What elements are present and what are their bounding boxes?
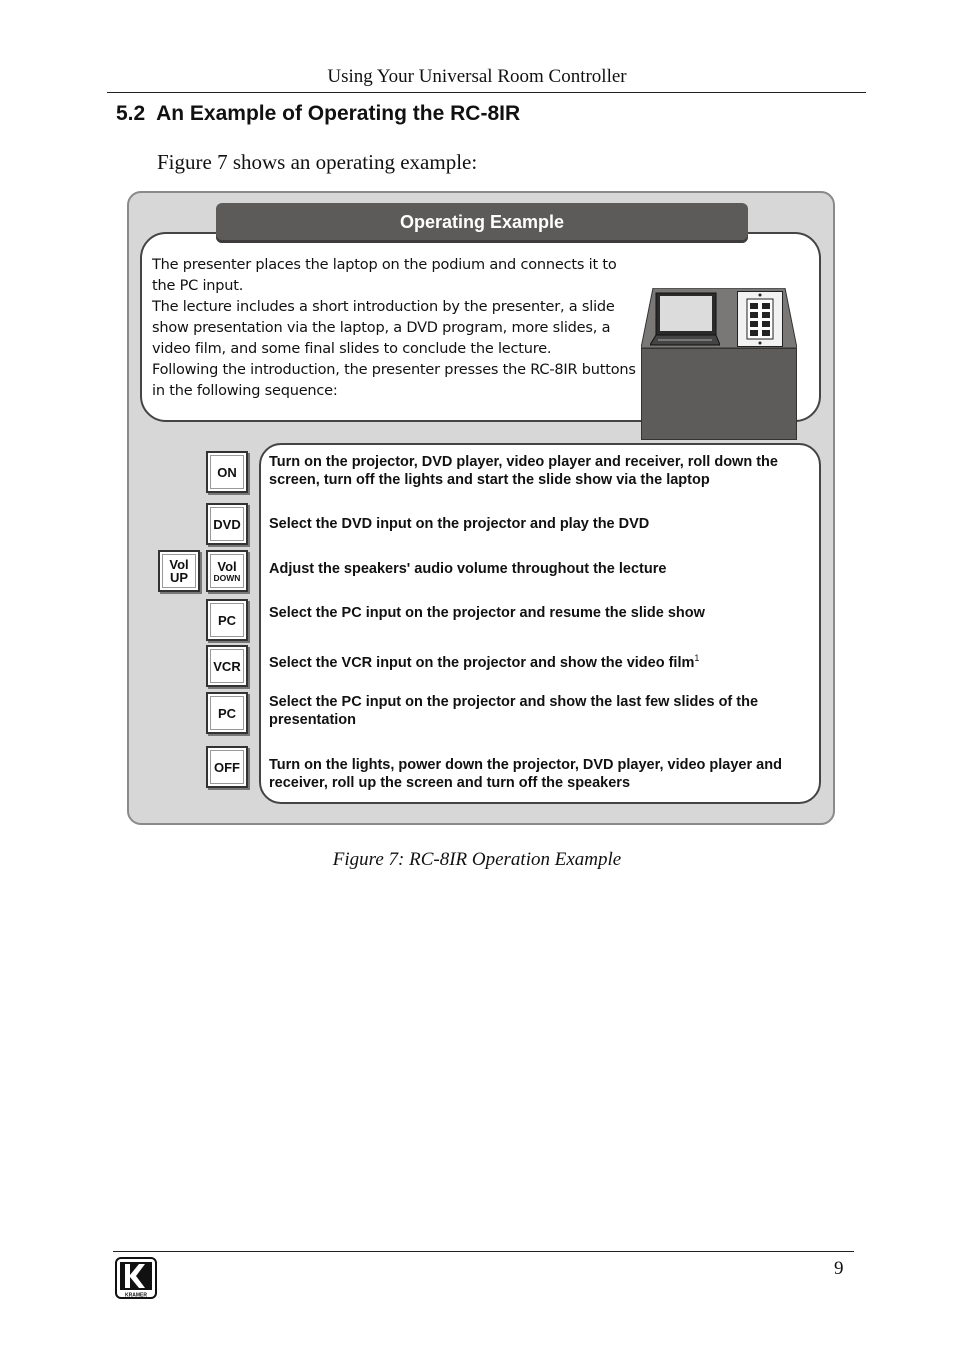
scenario-line: The lecture includes a short introduction by the presenter, a slide show presentation via the laptop, a DVD program, more slides, a video film, and some final slides to conclude the lecture. [152,299,615,357]
vol-up-button[interactable]: Vol UP [158,550,200,592]
scenario-text [152,255,638,402]
pc-button[interactable]: PC [206,599,248,641]
step-volume: Adjust the speakers' audio volume throughout the lecture [269,561,667,577]
step-vcr: Select the VCR input on the projector and show the video film [269,654,695,671]
figure-caption: Figure 7: RC-8IR Operation Example [332,849,622,870]
wall-plate-controller-icon [737,291,783,347]
scenario-line: The presenter places the laptop on the podium and connects it to the PC input. [152,257,617,294]
section-number: 5.2 [116,102,146,125]
off-button[interactable]: OFF [206,746,248,788]
step-pc-final: Select the PC input on the projector and show the last few slides of the presentation [269,694,759,728]
running-head: Using Your Universal Room Controller [327,66,627,87]
section-title-text: An Example of Operating the RC-8IR [156,102,521,125]
step-dvd: Select the DVD input on the projector and play the DVD [269,516,650,532]
dvd-button[interactable]: DVD [206,503,248,545]
figure-title: Operating Example [216,203,748,243]
scenario-line: Following the introduction, the presenter presses the RC-8IR buttons in the following sequence: [152,362,636,399]
logo-text: KRAMER [125,1292,147,1299]
step-off: Turn on the lights, power down the projector, DVD player, video player and receiver, roll up the screen and turn off the speakers [269,757,782,791]
podium-illustration [641,348,797,440]
step-on: Turn on the projector, DVD player, video player and receiver, roll down the screen, turn off the lights and start the slide show via the laptop [269,454,778,488]
step-vcr-line [269,649,813,672]
vcr-button[interactable]: VCR [206,645,248,687]
kramer-logo-icon [115,1257,157,1299]
header-rule [107,92,866,93]
footer-rule [113,1251,854,1252]
footnote-mark[interactable]: 1 [694,653,700,663]
on-button[interactable]: ON [206,451,248,493]
pc-button-second[interactable]: PC [206,692,248,734]
laptop-icon [650,292,720,346]
vol-down-button[interactable]: Vol DOWN [206,550,248,592]
intro-paragraph: Figure 7 shows an operating example: [157,150,478,174]
step-pc: Select the PC input on the projector and resume the slide show [269,605,705,621]
page-number: 9 [834,1258,844,1279]
steps-box [259,443,821,804]
section-title [116,102,520,126]
